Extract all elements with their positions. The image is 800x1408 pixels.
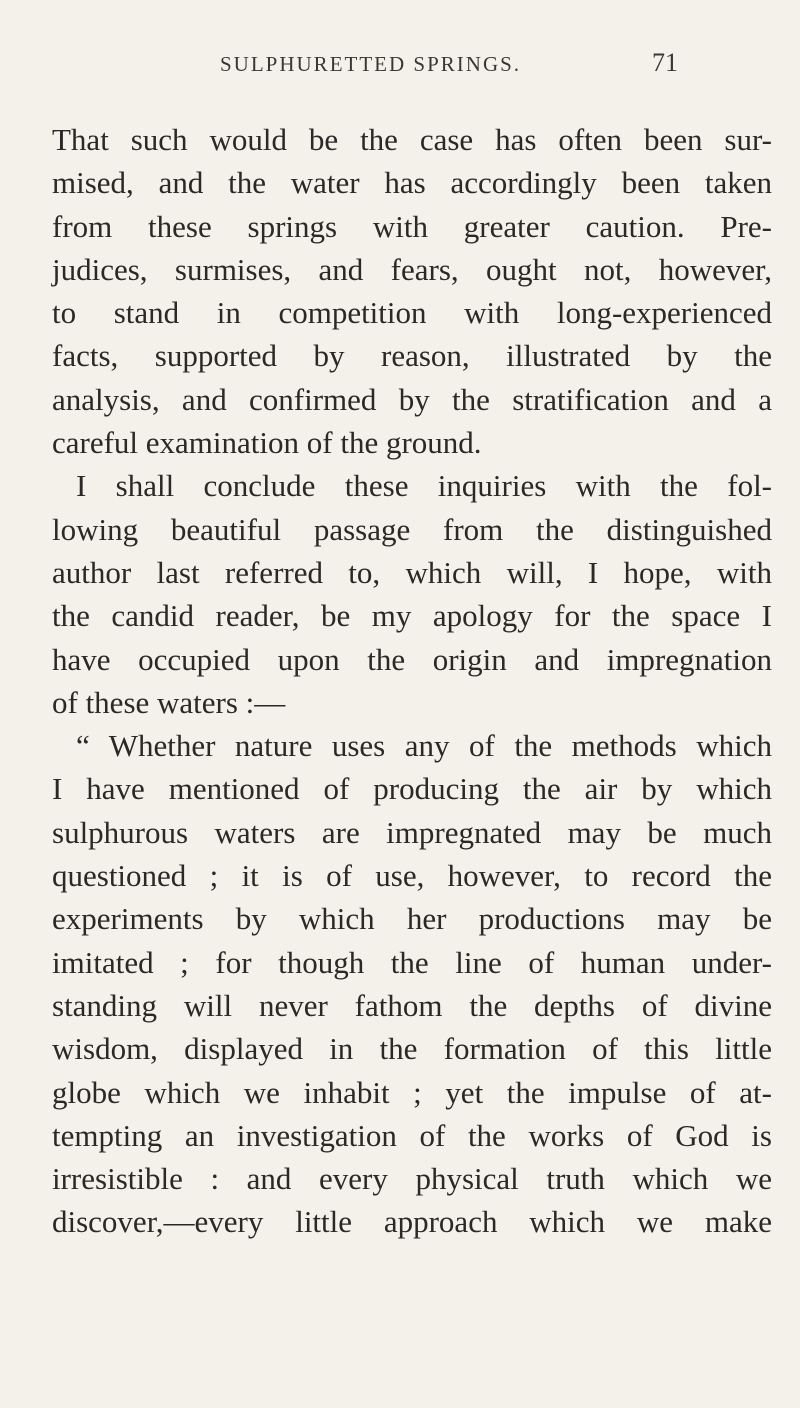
text-line: irresistible : and every physical truth which we	[52, 1161, 772, 1197]
text-line: “ Whether nature uses any of the methods which	[76, 728, 772, 764]
text-line: have occupied upon the origin and impregnation	[52, 641, 772, 677]
running-title: SULPHURETTED SPRINGS.	[220, 52, 522, 76]
text-line: careful examination of the ground.	[52, 425, 482, 461]
text-line: of these waters :—	[52, 684, 286, 720]
page-number: 71	[652, 48, 678, 77]
text-line: That such would be the case has often been sur-	[52, 122, 772, 157]
text-line: standing will never fathom the depths of divine	[52, 987, 772, 1023]
text-line: experiments by which her productions may be	[52, 901, 772, 937]
text-line: discover,—every little approach which we make	[52, 1204, 772, 1240]
text-line: globe which we inhabit ; yet the impulse of at-	[52, 1074, 772, 1110]
text-line: the candid reader, be my apology for the space I	[52, 598, 772, 634]
text-line: imitated ; for though the line of human under-	[52, 944, 772, 980]
text-line: to stand in competition with long-experienced	[52, 295, 772, 331]
text-line: I have mentioned of producing the air by which	[52, 771, 772, 807]
body-text	[52, 118, 772, 1244]
text-line: mised, and the water has accordingly been taken	[52, 165, 772, 201]
text-line: lowing beautiful passage from the distinguished	[52, 511, 772, 547]
text-line: author last referred to, which will, I hope, with	[52, 554, 772, 590]
text-line: sulphurous waters are impregnated may be much	[52, 814, 772, 850]
text-line: analysis, and confirmed by the stratification and a	[52, 381, 772, 417]
text-line: wisdom, displayed in the formation of this little	[52, 1031, 772, 1067]
text-line: questioned ; it is of use, however, to record the	[52, 858, 772, 894]
text-line: I shall conclude these inquiries with the fol-	[76, 468, 772, 504]
text-line: tempting an investigation of the works of God is	[52, 1117, 772, 1153]
text-line: from these springs with greater caution. Pre-	[52, 208, 772, 244]
running-head	[0, 48, 800, 92]
text-line: facts, supported by reason, illustrated by the	[52, 338, 772, 374]
text-line: judices, surmises, and fears, ought not, however,	[52, 251, 772, 287]
